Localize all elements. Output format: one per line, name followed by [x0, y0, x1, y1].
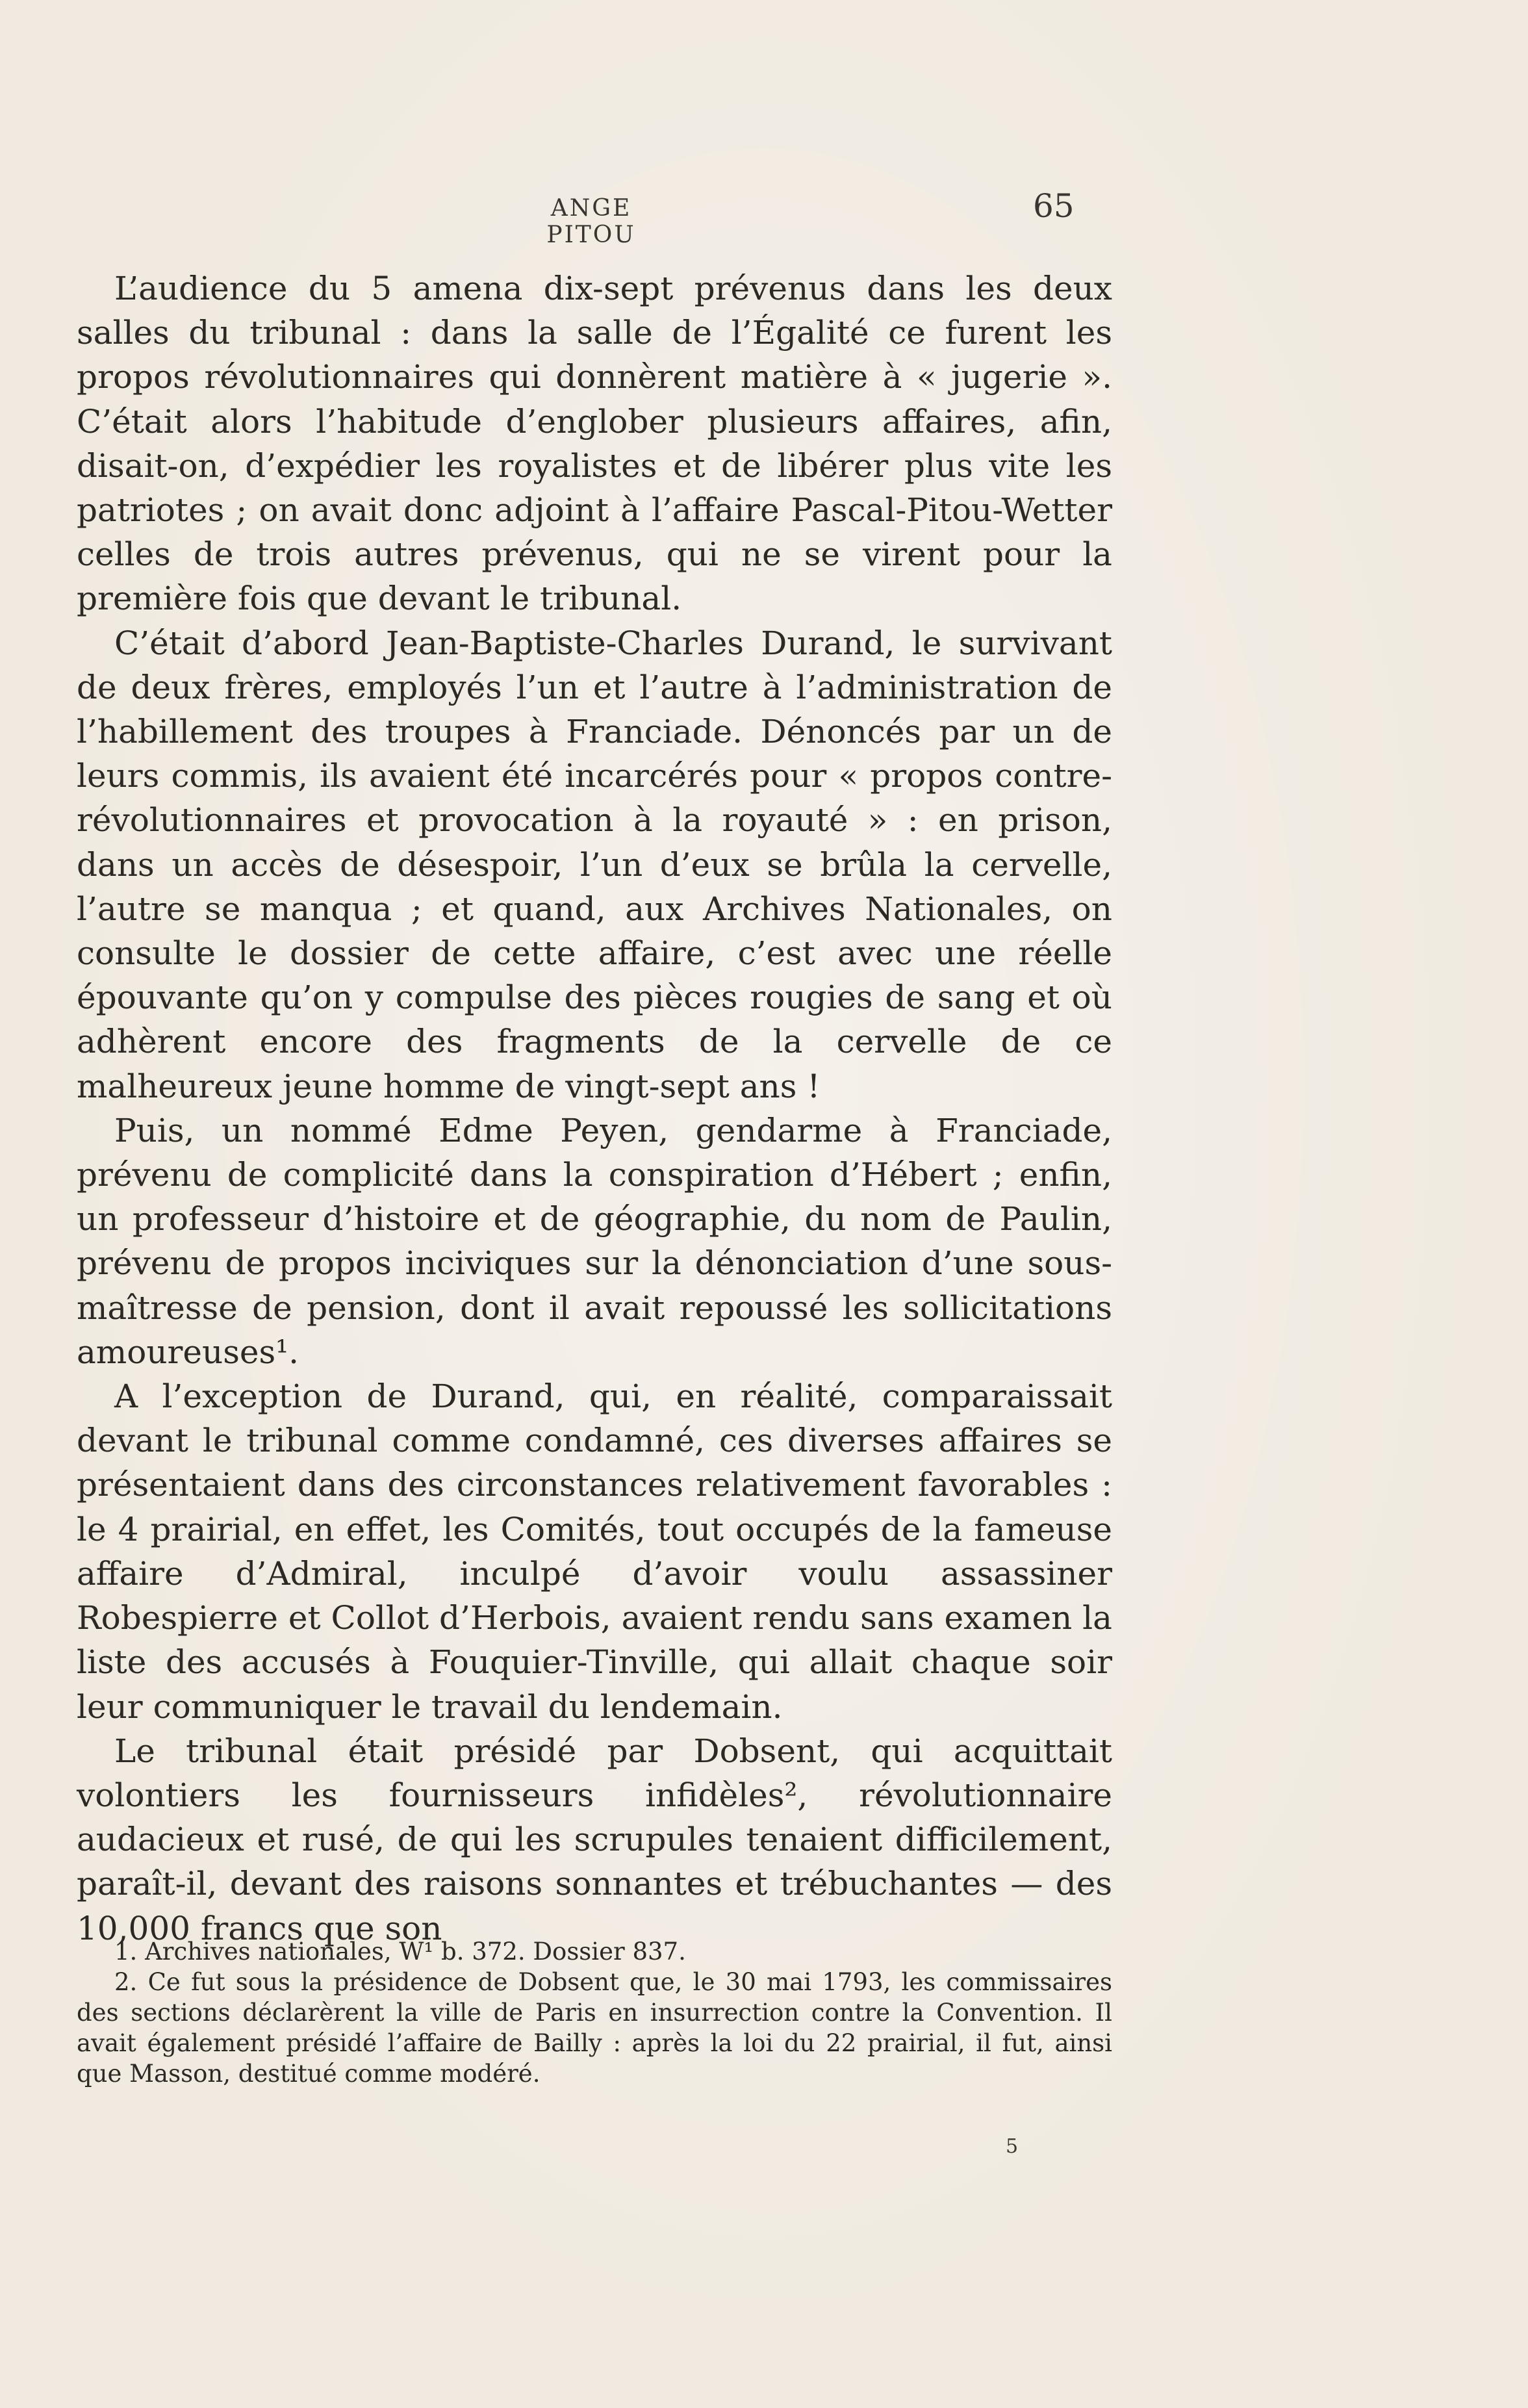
footnote: 1. Archives nationales, W¹ b. 372. Dossier 837. — [114, 1938, 686, 1966]
footnotes — [77, 1936, 1112, 2089]
paragraph: A l’exception de Durand, qui, en réalité, comparaissait devant le tribunal comme condamné, ces diverses affaires se présentaient dans des circonstances relativement favorables : le 4 prairial, en effet, les Comités, tout occupés de la fameuse affaire d’Admiral, inculpé d’avoir voulu assassiner Robespierre et Collot d’Herbois, avaient rendu sans examen la liste des accusés à Fouquier-Tinville, qui allait chaque soir leur communiquer le travail du lendemain. — [77, 1377, 1112, 1726]
body-text — [77, 266, 1112, 1951]
page-number: 65 — [1033, 187, 1075, 225]
signature-mark: 5 — [1006, 2135, 1019, 2158]
paragraph: C’était d’abord Jean-Baptiste-Charles Durand, le survivant de deux frères, employés l’un et l’autre à l’administration de l’habillement des troupes à Franciade. Dénoncés par un de leurs commis, ils avaient été incarcérés pour « propos contre-révolutionnaires et provocation à la royauté » : en prison, dans un accès de désespoir, l’un d’eux se brûla la cervelle, l’autre se manqua ; et quand, aux Archives Nationales, on consulte le dossier de cette affaire, c’est avec une réelle épouvante qu’on y compulse des pièces rougies de sang et où adhèrent encore des fragments de la cervelle de ce malheureux jeune homme de vingt-sept ans ! — [77, 624, 1112, 1105]
paragraph: Puis, un nommé Edme Peyen, gendarme à Franciade, prévenu de complicité dans la conspiration d’Hébert ; enfin, un professeur d’histoire et de géographie, du nom de Paulin, prévenu de propos inciviques sur la dénonciation d’une sous-maîtresse de pension, dont il avait repoussé les sollicitations amoureuses¹. — [77, 1111, 1112, 1371]
paragraph: L’audience du 5 amena dix-sept prévenus dans les deux salles du tribunal : dans la salle de l’Égalité ce furent les propos révolutionnaires qui donnèrent matière à « jugerie ». C’était alors l’habitude d’englober plusieurs affaires, afin, disait-on, d’expédier les royalistes et de libérer plus vite les patriotes ; on avait donc adjoint à l’affaire Pascal-Pitou-Wetter celles de trois autres prévenus, qui ne se virent pour la première fois que devant le tribunal. — [77, 270, 1112, 618]
footnote: 2. Ce fut sous la présidence de Dobsent que, le 30 mai 1793, les commissaires des sections déclarèrent la ville de Paris en insurrection contre la Convention. Il avait également présidé l’affaire de Bailly : après la loi du 22 prairial, il fut, ainsi que Masson, destitué comme modéré. — [77, 1968, 1112, 2088]
running-title: ANGE PITOU — [546, 195, 636, 248]
paragraph: Le tribunal était présidé par Dobsent, qui acquittait volontiers les fournisseurs infidèles², révolutionnaire audacieux et rusé, de qui les scrupules tenaient difficilement, paraît-il, devant des raisons sonnantes et trébuchantes — des 10,000 francs que son — [77, 1732, 1112, 1947]
